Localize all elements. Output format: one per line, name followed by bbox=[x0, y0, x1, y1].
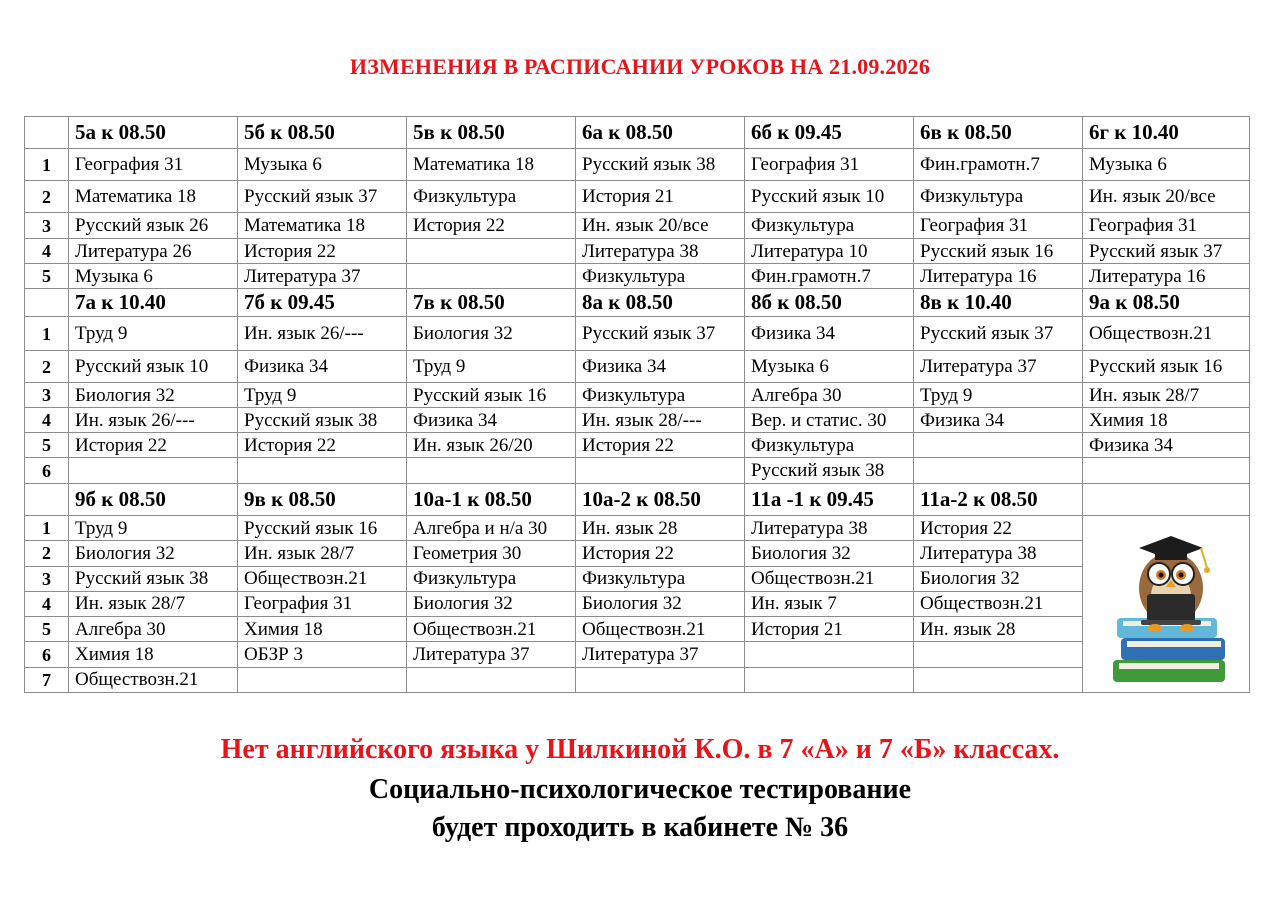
lesson-cell: Обществозн.21 bbox=[407, 617, 576, 642]
lesson-cell: Литература 16 bbox=[914, 264, 1083, 289]
lesson-cell: Физкультура bbox=[745, 433, 914, 458]
lesson-cell: Ин. язык 28/7 bbox=[1083, 383, 1250, 408]
lesson-cell: Обществозн.21 bbox=[914, 591, 1083, 616]
note-english-cancelled: Нет английского языка у Шилкиной К.О. в 7 «А» и 7 «Б» классах. bbox=[220, 734, 1060, 765]
lesson-cell: Труд 9 bbox=[914, 383, 1083, 408]
lesson-row bbox=[25, 408, 1250, 433]
lesson-row bbox=[25, 317, 1250, 351]
lesson-number: 3 bbox=[25, 383, 69, 408]
class-header: 7в к 08.50 bbox=[407, 289, 576, 317]
lesson-cell: История 22 bbox=[576, 433, 745, 458]
lesson-number: 2 bbox=[25, 351, 69, 383]
lesson-cell: Русский язык 16 bbox=[407, 383, 576, 408]
lesson-cell bbox=[914, 433, 1083, 458]
lesson-cell: История 22 bbox=[576, 541, 745, 566]
lesson-cell: Труд 9 bbox=[238, 383, 407, 408]
lesson-cell: Физика 34 bbox=[1083, 433, 1250, 458]
lesson-cell: Литература 37 bbox=[914, 351, 1083, 383]
lesson-cell: Биология 32 bbox=[69, 383, 238, 408]
lesson-number: 5 bbox=[25, 433, 69, 458]
lesson-cell: Биология 32 bbox=[407, 317, 576, 351]
lesson-cell: Ин. язык 26/--- bbox=[238, 317, 407, 351]
lesson-cell: История 22 bbox=[238, 433, 407, 458]
class-header: 8б к 08.50 bbox=[745, 289, 914, 317]
lesson-number: 1 bbox=[25, 516, 69, 541]
lesson-cell: Биология 32 bbox=[745, 541, 914, 566]
lesson-number: 5 bbox=[25, 617, 69, 642]
lesson-cell: Физкультура bbox=[576, 566, 745, 591]
lesson-cell bbox=[407, 264, 576, 289]
class-header: 10а-1 к 08.50 bbox=[407, 484, 576, 516]
lesson-cell: География 31 bbox=[745, 149, 914, 181]
lesson-cell: Математика 18 bbox=[69, 181, 238, 213]
lesson-number: 4 bbox=[25, 408, 69, 433]
lesson-cell bbox=[407, 458, 576, 484]
lesson-cell: Русский язык 26 bbox=[69, 213, 238, 239]
header-corner-cell bbox=[25, 484, 69, 516]
lesson-number: 5 bbox=[25, 264, 69, 289]
lesson-cell bbox=[914, 458, 1083, 484]
lesson-cell: Обществозн.21 bbox=[1083, 317, 1250, 351]
lesson-number: 1 bbox=[25, 317, 69, 351]
lesson-number: 3 bbox=[25, 566, 69, 591]
lesson-cell: История 21 bbox=[745, 617, 914, 642]
lesson-cell: Биология 32 bbox=[914, 566, 1083, 591]
lesson-cell: Обществозн.21 bbox=[238, 566, 407, 591]
lesson-row bbox=[25, 541, 1250, 566]
lesson-cell: Алгебра и н/а 30 bbox=[407, 516, 576, 541]
lesson-cell: Ин. язык 28 bbox=[576, 516, 745, 541]
lesson-cell bbox=[238, 458, 407, 484]
lesson-row bbox=[25, 181, 1250, 213]
lesson-number: 6 bbox=[25, 458, 69, 484]
lesson-cell: Биология 32 bbox=[576, 591, 745, 616]
class-header: 5в к 08.50 bbox=[407, 117, 576, 149]
lesson-cell: Русский язык 37 bbox=[576, 317, 745, 351]
lesson-cell: Вер. и статис. 30 bbox=[745, 408, 914, 433]
lesson-cell: География 31 bbox=[914, 213, 1083, 239]
lesson-cell: История 22 bbox=[407, 213, 576, 239]
lesson-cell: Алгебра 30 bbox=[69, 617, 238, 642]
lesson-cell: Русский язык 16 bbox=[1083, 351, 1250, 383]
lesson-cell: Литература 16 bbox=[1083, 264, 1250, 289]
lesson-cell: Физкультура bbox=[576, 383, 745, 408]
lesson-cell: Ин. язык 28 bbox=[914, 617, 1083, 642]
lesson-cell: Литература 38 bbox=[745, 516, 914, 541]
lesson-cell: Музыка 6 bbox=[1083, 149, 1250, 181]
lesson-cell bbox=[914, 642, 1083, 667]
lesson-cell: Физкультура bbox=[407, 566, 576, 591]
class-header: 9а к 08.50 bbox=[1083, 289, 1250, 317]
class-header: 8в к 10.40 bbox=[914, 289, 1083, 317]
lesson-cell: Математика 18 bbox=[238, 213, 407, 239]
lesson-cell: Физика 34 bbox=[745, 317, 914, 351]
class-header: 11а-2 к 08.50 bbox=[914, 484, 1083, 516]
lesson-cell: Ин. язык 20/все bbox=[576, 213, 745, 239]
lesson-number: 3 bbox=[25, 213, 69, 239]
lesson-row bbox=[25, 642, 1250, 667]
lesson-number: 2 bbox=[25, 181, 69, 213]
class-header: 7а к 10.40 bbox=[69, 289, 238, 317]
lesson-number: 2 bbox=[25, 541, 69, 566]
lesson-cell: История 22 bbox=[238, 239, 407, 264]
lesson-cell: География 31 bbox=[69, 149, 238, 181]
lesson-cell bbox=[238, 667, 407, 692]
lesson-cell: Ин. язык 28/7 bbox=[238, 541, 407, 566]
lesson-cell: Физкультура bbox=[914, 181, 1083, 213]
class-header: 8а к 08.50 bbox=[576, 289, 745, 317]
lesson-cell: Литература 10 bbox=[745, 239, 914, 264]
lesson-cell: Музыка 6 bbox=[238, 149, 407, 181]
lesson-cell: Литература 38 bbox=[576, 239, 745, 264]
lesson-cell: Физкультура bbox=[576, 264, 745, 289]
class-header: 10а-2 к 08.50 bbox=[576, 484, 745, 516]
lesson-row bbox=[25, 458, 1250, 484]
lesson-cell: История 21 bbox=[576, 181, 745, 213]
lesson-cell: Литература 37 bbox=[576, 642, 745, 667]
lesson-number: 1 bbox=[25, 149, 69, 181]
lesson-row bbox=[25, 239, 1250, 264]
lesson-cell: Биология 32 bbox=[407, 591, 576, 616]
lesson-number: 4 bbox=[25, 591, 69, 616]
lesson-cell: Музыка 6 bbox=[745, 351, 914, 383]
lesson-row bbox=[25, 566, 1250, 591]
lesson-cell bbox=[1083, 458, 1250, 484]
lesson-cell: Русский язык 38 bbox=[745, 458, 914, 484]
lesson-cell: Ин. язык 7 bbox=[745, 591, 914, 616]
lesson-cell: История 22 bbox=[69, 433, 238, 458]
lesson-cell: Русский язык 10 bbox=[69, 351, 238, 383]
lesson-cell: Труд 9 bbox=[407, 351, 576, 383]
class-header: 6в к 08.50 bbox=[914, 117, 1083, 149]
lesson-row bbox=[25, 264, 1250, 289]
class-header-row bbox=[25, 117, 1250, 149]
class-header-row bbox=[25, 289, 1250, 317]
lesson-cell: Ин. язык 20/все bbox=[1083, 181, 1250, 213]
lesson-cell: Математика 18 bbox=[407, 149, 576, 181]
class-header: 6г к 10.40 bbox=[1083, 117, 1250, 149]
lesson-cell: Литература 37 bbox=[407, 642, 576, 667]
lesson-cell: Русский язык 37 bbox=[238, 181, 407, 213]
lesson-cell: Русский язык 37 bbox=[1083, 239, 1250, 264]
lesson-cell: Русский язык 38 bbox=[69, 566, 238, 591]
lesson-cell: Музыка 6 bbox=[69, 264, 238, 289]
schedule-table bbox=[24, 116, 1250, 693]
note-testing-line1: Социально-психологическое тестирование bbox=[368, 774, 912, 805]
lesson-cell bbox=[745, 667, 914, 692]
class-header: 6б к 09.45 bbox=[745, 117, 914, 149]
lesson-cell: Обществозн.21 bbox=[745, 566, 914, 591]
lesson-cell: Физика 34 bbox=[914, 408, 1083, 433]
class-header bbox=[1083, 484, 1250, 516]
lesson-row bbox=[25, 617, 1250, 642]
lesson-cell: География 31 bbox=[1083, 213, 1250, 239]
lesson-cell bbox=[407, 239, 576, 264]
lesson-cell: Русский язык 38 bbox=[238, 408, 407, 433]
lesson-cell: Фин.грамотн.7 bbox=[745, 264, 914, 289]
lesson-cell: Ин. язык 28/--- bbox=[576, 408, 745, 433]
header-corner-cell bbox=[25, 289, 69, 317]
lesson-cell bbox=[745, 642, 914, 667]
lesson-cell: Русский язык 10 bbox=[745, 181, 914, 213]
lesson-cell: Физика 34 bbox=[238, 351, 407, 383]
lesson-cell: Химия 18 bbox=[1083, 408, 1250, 433]
lesson-cell: Физкультура bbox=[407, 181, 576, 213]
lesson-cell bbox=[576, 458, 745, 484]
class-header: 6а к 08.50 bbox=[576, 117, 745, 149]
class-header: 9б к 08.50 bbox=[69, 484, 238, 516]
class-header-row bbox=[25, 484, 1250, 516]
class-header: 5а к 08.50 bbox=[69, 117, 238, 149]
lesson-cell: Литература 26 bbox=[69, 239, 238, 264]
lesson-cell: Обществозн.21 bbox=[69, 667, 238, 692]
lesson-cell bbox=[576, 667, 745, 692]
lesson-number: 4 bbox=[25, 239, 69, 264]
class-header: 9в к 08.50 bbox=[238, 484, 407, 516]
lesson-cell: Фин.грамотн.7 bbox=[914, 149, 1083, 181]
lesson-number: 7 bbox=[25, 667, 69, 692]
lesson-cell: История 22 bbox=[914, 516, 1083, 541]
lesson-cell: Геометрия 30 bbox=[407, 541, 576, 566]
lesson-cell: Русский язык 16 bbox=[914, 239, 1083, 264]
lesson-cell: ОБЗР 3 bbox=[238, 642, 407, 667]
lesson-cell: Ин. язык 28/7 bbox=[69, 591, 238, 616]
lesson-row bbox=[25, 149, 1250, 181]
lesson-cell: Русский язык 37 bbox=[914, 317, 1083, 351]
lesson-row bbox=[25, 213, 1250, 239]
lesson-cell: Химия 18 bbox=[238, 617, 407, 642]
lesson-row bbox=[25, 667, 1250, 692]
lesson-cell: Ин. язык 26/--- bbox=[69, 408, 238, 433]
lesson-cell: Физика 34 bbox=[576, 351, 745, 383]
owl-illustration-cell bbox=[1083, 516, 1250, 693]
lesson-cell: Биология 32 bbox=[69, 541, 238, 566]
lesson-row bbox=[25, 591, 1250, 616]
lesson-cell: Физика 34 bbox=[407, 408, 576, 433]
lesson-cell: Труд 9 bbox=[69, 317, 238, 351]
lesson-cell: Физкультура bbox=[745, 213, 914, 239]
lesson-number: 6 bbox=[25, 642, 69, 667]
lesson-cell: Обществозн.21 bbox=[576, 617, 745, 642]
lesson-cell bbox=[914, 667, 1083, 692]
lesson-row bbox=[25, 351, 1250, 383]
note-testing-line2: будет проходить в кабинете № 36 bbox=[431, 812, 849, 843]
lesson-cell: Труд 9 bbox=[69, 516, 238, 541]
lesson-cell bbox=[69, 458, 238, 484]
lesson-cell: Ин. язык 26/20 bbox=[407, 433, 576, 458]
lesson-row bbox=[25, 433, 1250, 458]
class-header: 11а -1 к 09.45 bbox=[745, 484, 914, 516]
class-header: 5б к 08.50 bbox=[238, 117, 407, 149]
lesson-row bbox=[25, 383, 1250, 408]
header-corner-cell bbox=[25, 117, 69, 149]
lesson-cell: Химия 18 bbox=[69, 642, 238, 667]
lesson-cell: Литература 37 bbox=[238, 264, 407, 289]
lesson-cell: Русский язык 16 bbox=[238, 516, 407, 541]
lesson-cell: География 31 bbox=[238, 591, 407, 616]
lesson-cell: Русский язык 38 bbox=[576, 149, 745, 181]
owl-with-books-icon bbox=[1099, 520, 1239, 688]
lesson-cell: Алгебра 30 bbox=[745, 383, 914, 408]
page-title: ИЗМЕНЕНИЯ В РАСПИСАНИИ УРОКОВ НА 21.09.2026 bbox=[349, 54, 931, 79]
class-header: 7б к 09.45 bbox=[238, 289, 407, 317]
lesson-cell bbox=[407, 667, 576, 692]
lesson-row bbox=[25, 516, 1250, 541]
lesson-cell: Литература 38 bbox=[914, 541, 1083, 566]
